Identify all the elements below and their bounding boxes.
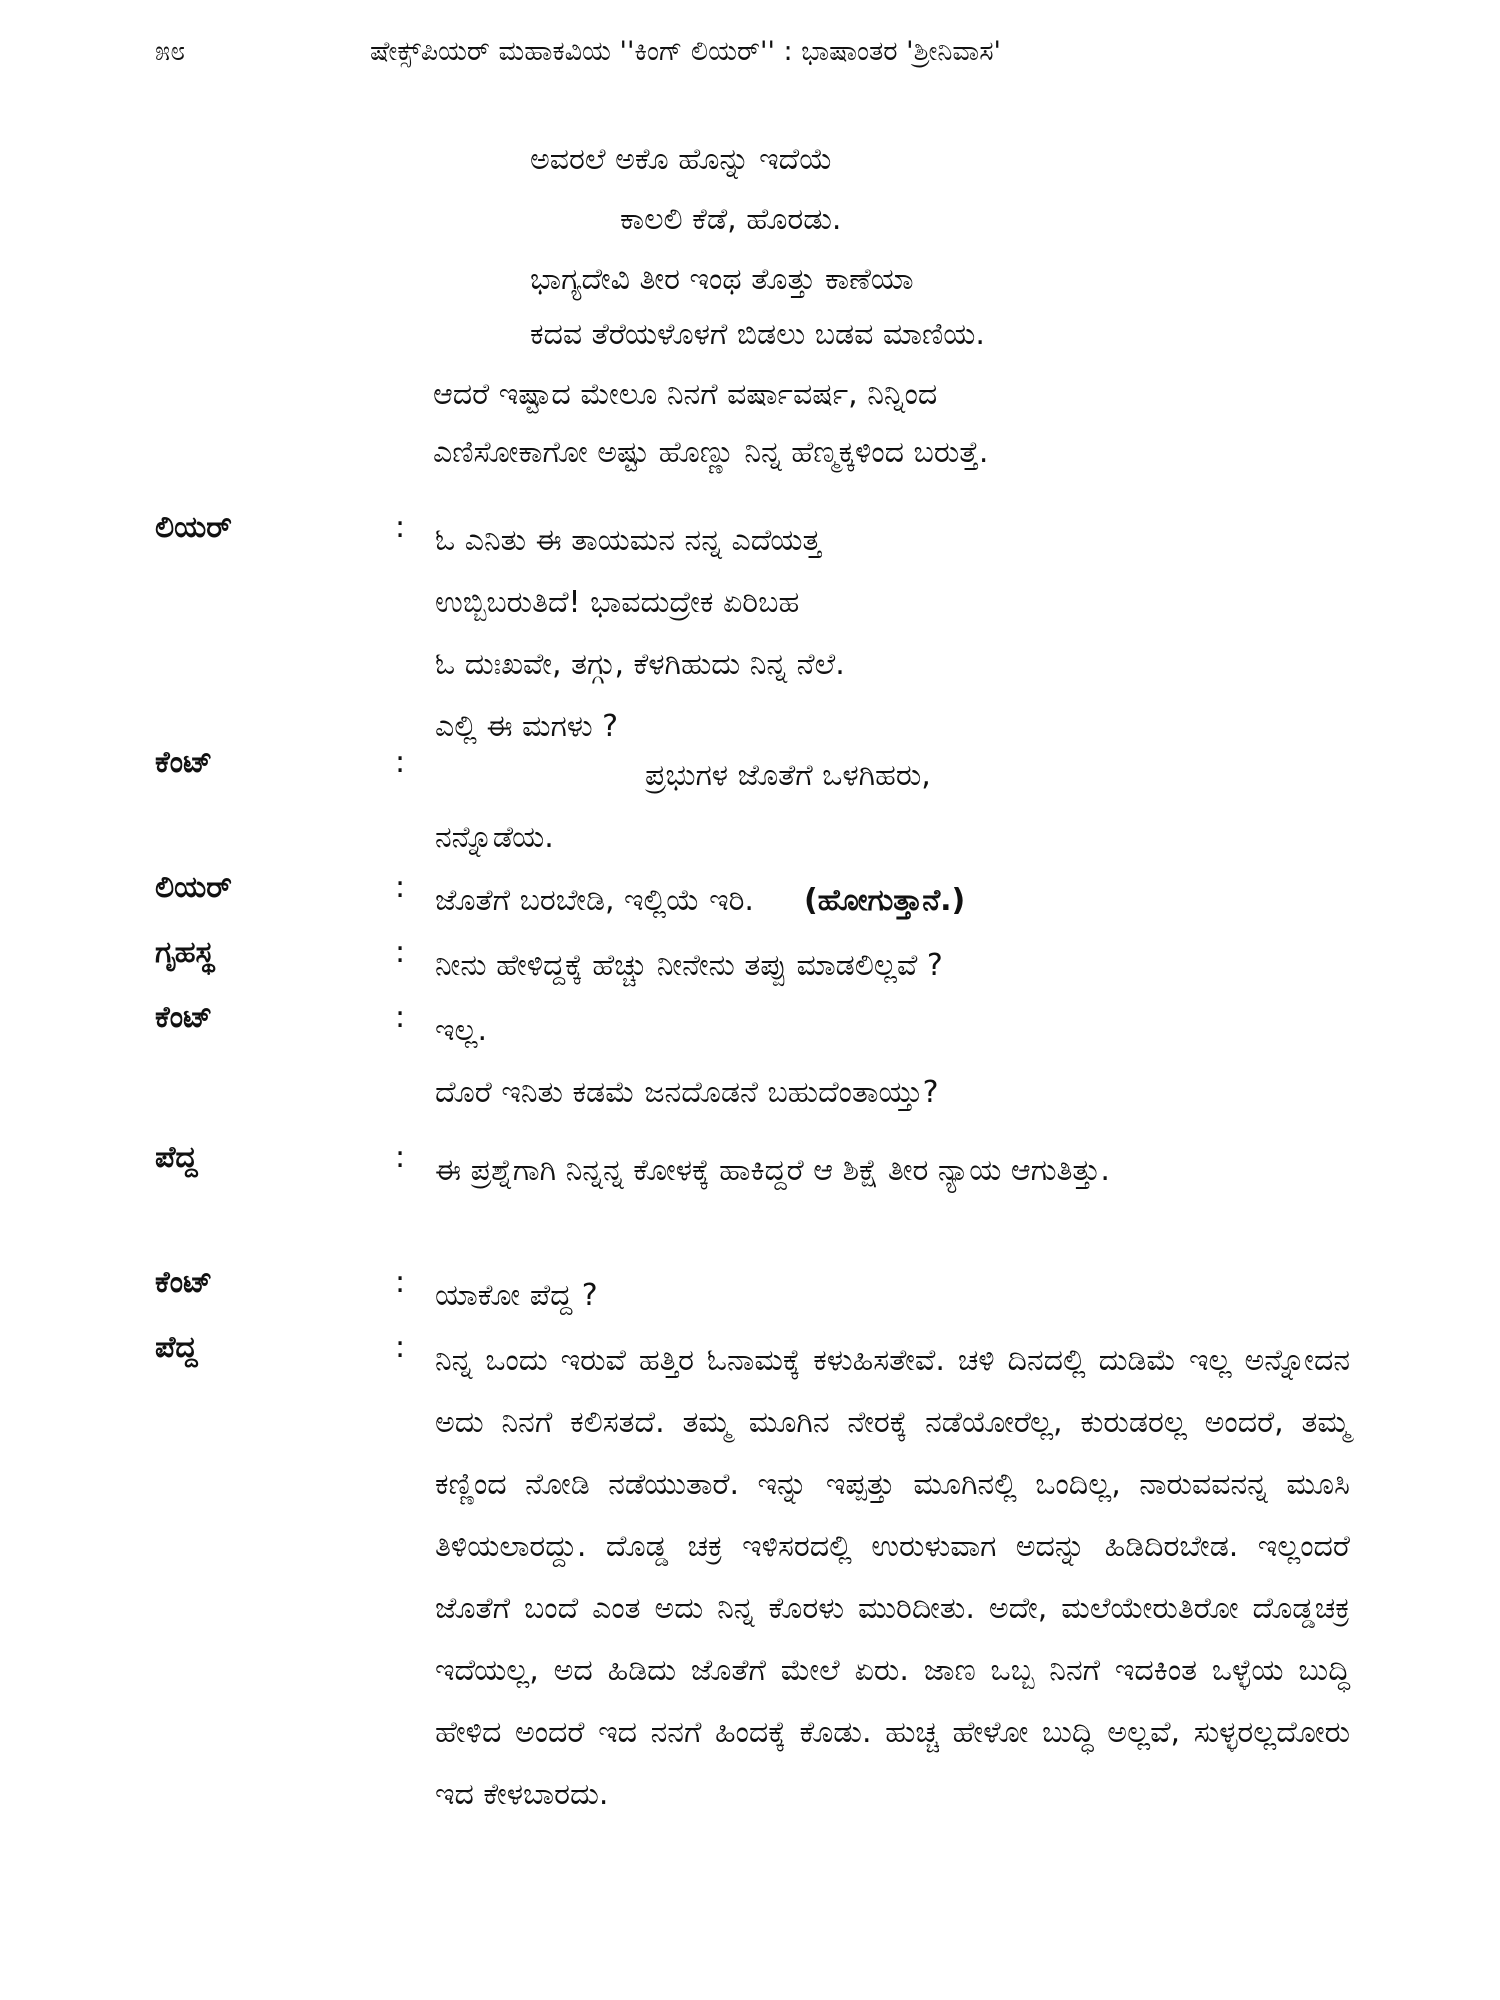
dialogue-line: ನೀನು ಹೇಳಿದ್ದಕ್ಕೆ ಹೆಚ್ಚು ನೀನೇನು ತಪ್ಪು ಮಾಡಲಿಲ್ಲವೆ ?: [435, 948, 943, 983]
dialogue-line: ಓ ದುಃಖವೇ, ತಗ್ಗು, ಕೆಳಗಿಹುದು ನಿನ್ನ ನೆಲೆ.: [435, 647, 845, 682]
dialogue-line: [435, 870, 1350, 932]
colon: :: [395, 1000, 406, 1035]
speaker-name: ಕೆಂಟ್: [155, 745, 213, 780]
colon: :: [395, 1265, 406, 1300]
page-header: [155, 36, 1355, 76]
page-number: ೫೮: [155, 36, 186, 67]
verse-line: ಅವರಲೆ ಅಕೊ ಹೊನ್ನು ಇದೆಯೆ: [530, 142, 833, 177]
stage-direction: (ಹೋಗುತ್ತಾನೆ.): [803, 883, 966, 918]
dialogue-line: ಯಾಕೋ ಪೆದ್ದ ?: [435, 1278, 598, 1313]
speaker-name: ಲಿಯರ್: [155, 510, 232, 545]
dialogue-line-text: ಜೊತೆಗೆ ಬರಬೇಡಿ, ಇಲ್ಲಿಯೆ ಇರಿ.: [435, 883, 754, 918]
dialogue-text: [435, 870, 1350, 932]
dialogue-line: ಓ ಎನಿತು ಈ ತಾಯಮನ ನನ್ನ ಎದೆಯತ್ತ: [435, 523, 821, 558]
running-title: ಷೇಕ್ಸ್‌ಪಿಯರ್ ಮಹಾಕವಿಯ ''ಕಿಂಗ್ ಲಿಯರ್'' : ಭಾಷಾಂತರ 'ಶ್ರೀನಿವಾಸ': [370, 36, 1001, 67]
colon: :: [395, 1140, 406, 1175]
verse-line: ಎಣಿಸೋಕಾಗೋ ಅಷ್ಟು ಹೊಣ್ಣು ನಿನ್ನ ಹೆಣ್ಮಕ್ಕಳಿಂದ ಬರುತ್ತೆ.: [433, 435, 989, 470]
dialogue-line: ಎಲ್ಲಿ ಈ ಮಗಳು ?: [435, 709, 619, 744]
colon: :: [395, 510, 406, 545]
dialogue-text: [435, 745, 1350, 869]
dialogue-line: ನನ್ನೊಡೆಯ.: [435, 820, 554, 855]
speaker-name: ಪೆದ್ದ: [155, 1330, 198, 1365]
speaker-name: ಪೆದ್ದ: [155, 1140, 198, 1175]
dialogue-line: ಇಲ್ಲ.: [435, 1013, 488, 1048]
verse-line: ಕಾಲಲಿ ಕೆಡೆ, ಹೊರಡು.: [620, 202, 842, 237]
speaker-name: ಕೆಂಟ್: [155, 1265, 213, 1300]
dialogue-text: [435, 1000, 1350, 1124]
dialogue-text: ಈ ಪ್ರಶ್ನೆಗಾಗಿ ನಿನ್ನನ್ನ ಕೋಳಕ್ಕೆ ಹಾಕಿದ್ದರೆ ಆ ಶಿಕ್ಷೆ ತೀರ ನ್ಯಾಯ ಆಗುತಿತ್ತು.: [435, 1153, 1110, 1188]
colon: :: [395, 745, 406, 780]
verse-line: ಆದರೆ ಇಷ್ಟಾದ ಮೇಲೂ ನಿನಗೆ ವರ್ಷಾವರ್ಷ, ನಿನ್ನಿಂದ: [433, 377, 938, 412]
colon: :: [395, 1330, 406, 1365]
dialogue-line: ದೊರೆ ಇನಿತು ಕಡಮೆ ಜನದೊಡನೆ ಬಹುದೆಂತಾಯ್ತು?: [435, 1075, 939, 1110]
verse-line: ಕದವ ತೆರೆಯಳೊಳಗೆ ಬಿಡಲು ಬಡವ ಮಾಣಿಯ.: [530, 317, 985, 352]
speaker-name: ಗೃಹಸ್ಥ: [155, 935, 215, 970]
dialogue-line: ಪ್ರಭುಗಳ ಜೊತೆಗೆ ಒಳಗಿಹರು,: [645, 758, 931, 793]
dialogue-text: ನಿನ್ನ ಒಂದು ಇರುವೆ ಹತ್ತಿರ ಓನಾಮಕ್ಕೆ ಕಳುಹಿಸತೇವೆ. ಚಳಿ ದಿನದಲ್ಲಿ ದುಡಿಮೆ ಇಲ್ಲ ಅನ್ನೋದನ ಅದು ನಿನಗೆ ಕಲಿಸತದೆ. ತಮ್ಮ ಮೂಗಿನ ನೇರಕ್ಕೆ ನಡೆಯೋರೆಲ್ಲ, ಕುರುಡರಲ್ಲ ಅಂದರೆ, ತಮ್ಮ ಕಣ್ಣಿಂದ ನೋಡಿ ನಡೆಯುತಾರೆ. ಇನ್ನು ಇಪ್ಪತ್ತು ಮೂಗಿನಲ್ಲಿ ಒಂದಿಲ್ಲ, ನಾರುವವನನ್ನ ಮೂಸಿ ತಿಳಿಯಲಾರದ್ದು. ದೊಡ್ಡ ಚಕ್ರ ಇಳಿಸರದಲ್ಲಿ ಉರುಳುವಾಗ ಅದನ್ನು ಹಿಡಿದಿರಬೇಡ. ಇಲ್ಲಂದರೆ ಜೊತೆಗೆ ಬಂದೆ ಎಂತ ಅದು ನಿನ್ನ ಕೊರಳು ಮುರಿದೀತು. ಅದೇ, ಮಲೆಯೇರುತಿರೋ ದೊಡ್ಡಚಕ್ರ ಇದೆಯಲ್ಲ, ಅದ ಹಿಡಿದು ಜೊತೆಗೆ ಮೇಲೆ ಏರು. ಜಾಣ ಒಬ್ಬ ನಿನಗೆ ಇದಕಿಂತ ಒಳ್ಳೆಯ ಬುದ್ಧಿ ಹೇಳಿದ ಅಂದರೆ ಇದ ನನಗೆ ಹಿಂದಕ್ಕೆ ಕೊಡು. ಹುಚ್ಚ ಹೇಳೋ ಬುದ್ಧಿ ಅಲ್ಲವೆ, ಸುಳ್ಳರಲ್ಲದೋರು ಇದ ಕೇಳಬಾರದು.: [435, 1343, 1350, 1812]
dialogue-text: [435, 935, 1350, 997]
verse-line: ಭಾಗ್ಯದೇವಿ ತೀರ ಇಂಥ ತೊತ್ತು ಕಾಣೆಯಾ: [530, 262, 914, 297]
dialogue-text: [435, 510, 1350, 758]
dialogue-line: ಉಬ್ಬಿಬರುತಿದೆ! ಭಾವದುದ್ರೇಕ ಏರಿಬಹ: [435, 585, 800, 620]
colon: :: [395, 935, 406, 970]
dialogue-text: [435, 1265, 1350, 1327]
speaker-name: ಲಿಯರ್: [155, 870, 232, 905]
colon: :: [395, 870, 406, 905]
speaker-name: ಕೆಂಟ್: [155, 1000, 213, 1035]
